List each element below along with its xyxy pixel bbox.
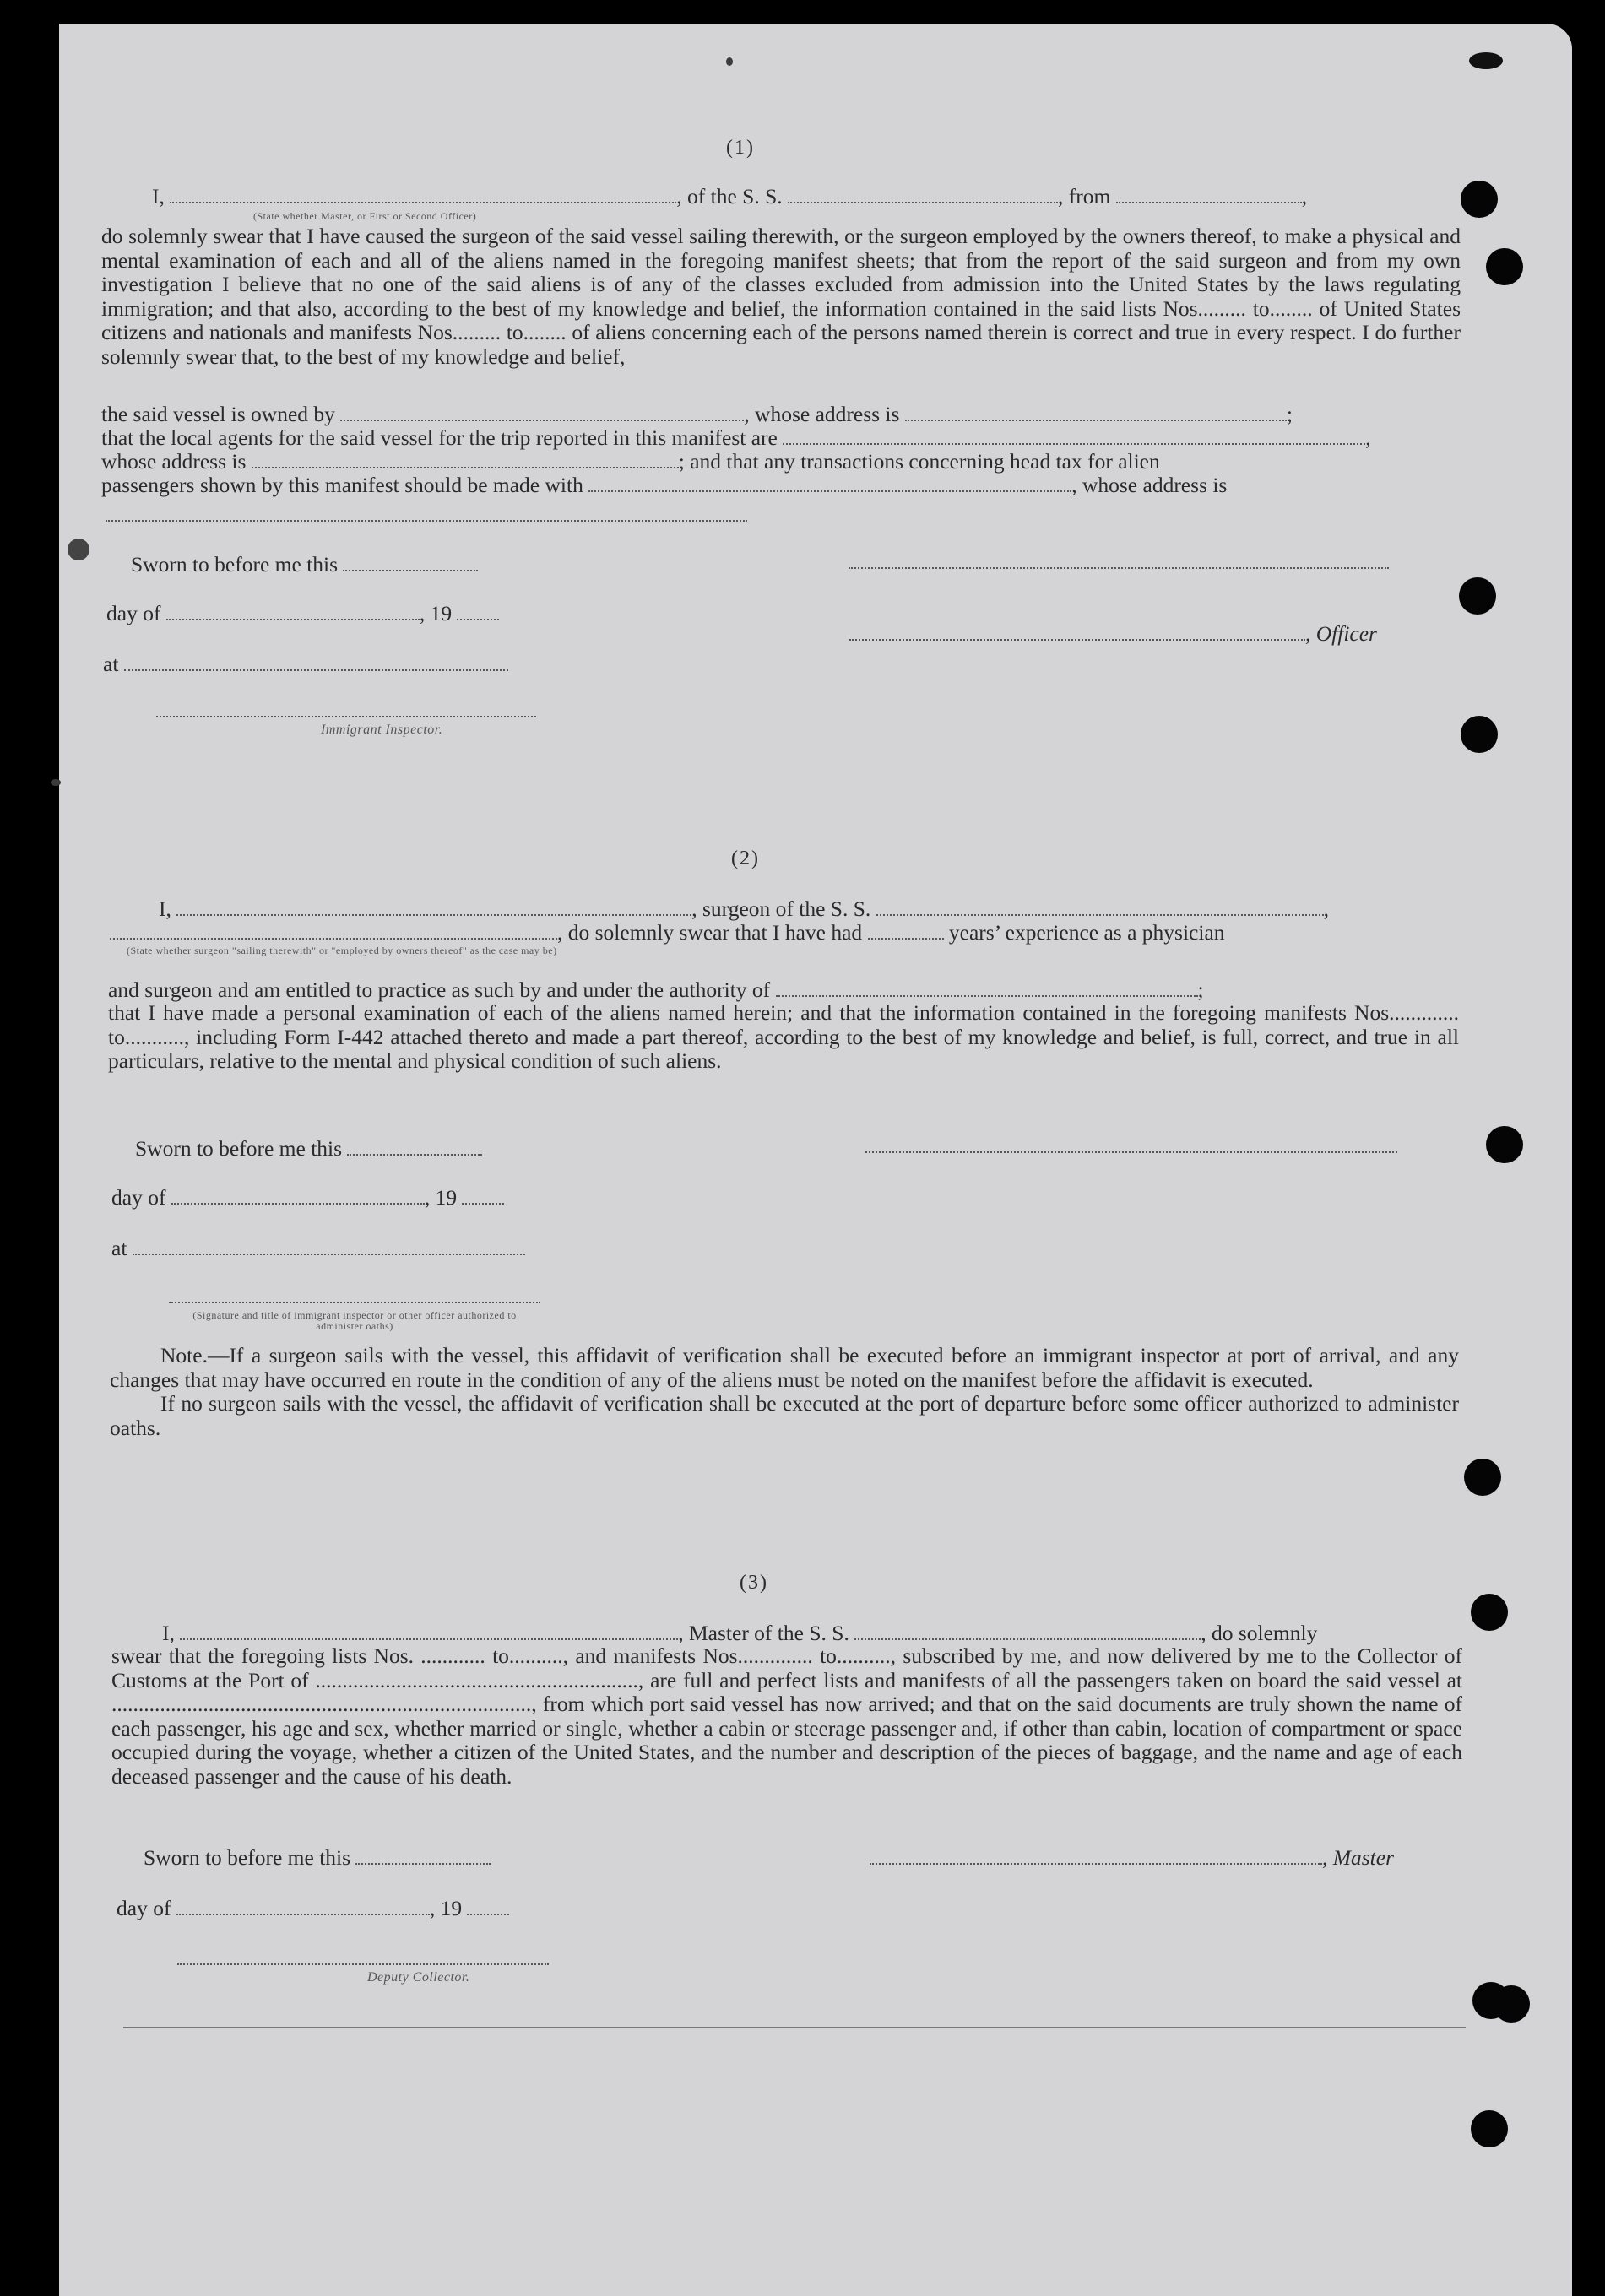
sworn-day-field[interactable] xyxy=(343,555,478,571)
master-signature-field[interactable] xyxy=(870,1848,1322,1865)
sec1-whose-line: whose address is ; and that any transactions concerning head tax for alien xyxy=(101,449,1160,474)
punch-hole xyxy=(1486,248,1523,285)
sec2-sworn-month-field[interactable] xyxy=(171,1188,425,1205)
sec3-body xyxy=(111,1644,1462,1789)
owner-field[interactable] xyxy=(340,404,744,421)
note-paragraph-1: Note.—If a surgeon sails with the vessel, this affidavit of verification shall be executed before an immigrant inspector at port of arrival, and any changes that may have occurred en route in the condition of any of the aliens must be noted on the manifest before the affidavit is executed. xyxy=(110,1343,1459,1392)
sec3-oath-text: swear that the foregoing lists Nos. ............ to.........., and manifests Nos.............. to.........., subscribed by me, and now delivered by me to the Collector of Customs at the Port of ............................................................, are full and perfect lists and manifests of all the passengers taken on board the said vessel at .............................................................................., from which port said vessel has now arrived; and that on the said documents are truly shown the name of each passenger, his age and sex, whether married or single, whether a cabin or steerage passenger and, if other than cabin, location of compartment or space occupied during the voyage, whether a citizen of the United States, and the number and description of the pieces of baggage, and the name and age of each deceased passenger and the cause of his death. xyxy=(111,1643,1462,1789)
sec1-body xyxy=(101,225,1461,369)
sec2-body xyxy=(108,1001,1459,1074)
sec2-oath-text: that I have made a personal examination of each of the aliens named herein; and that the information contained in the foregoing manifests Nos............. to..........., including Form I-442 attached thereto and made a part thereof, according to the best of my knowledge and belief, is full, correct, and true in all particulars, relative to the mental and physical condition of such aliens. xyxy=(108,1000,1459,1073)
ink-smudge xyxy=(51,779,61,786)
surgeon-signature-field[interactable] xyxy=(865,1150,1397,1153)
punch-hole xyxy=(1461,181,1498,218)
sec2-line1: I, , surgeon of the S. S. , xyxy=(159,896,1330,921)
sec2-sworn-year-field[interactable] xyxy=(462,1188,504,1205)
section-1-number: (1) xyxy=(726,137,755,159)
sec1-dayof-line: day of , 19 xyxy=(106,601,499,626)
punch-hole xyxy=(1464,1459,1501,1496)
from-port-field[interactable] xyxy=(1116,187,1302,203)
inspector-caption: Immigrant Inspector. xyxy=(321,723,443,737)
sec2-sworn-line: Sworn to before me this xyxy=(135,1136,482,1162)
vessel-name-field[interactable] xyxy=(788,187,1058,203)
inspector-signature-field[interactable] xyxy=(156,714,536,718)
sec3-sworn-year-field[interactable] xyxy=(467,1898,509,1915)
sec3-sworn-line: Sworn to before me this xyxy=(144,1845,491,1871)
punch-hole xyxy=(1459,577,1496,615)
sec2-sworn-place-field[interactable] xyxy=(133,1238,525,1255)
sec2-dayof-line: day of , 19 xyxy=(111,1185,504,1210)
sec3-vessel-field[interactable] xyxy=(854,1623,1201,1640)
sec1-oath-text: do solemnly swear that I have caused the surgeon of the said vessel sailing therewith, or the surgeon employed by the owners thereof, to make a physical and mental examination of each and all of the aliens named in the foregoing manifest sheets; that from the report of the said surgeon and from my own investigation I believe that no one of the said aliens is of any of the classes excluded from admission into the United States by the laws regulating immigration; and that also, according to the best of my knowledge and belief, the information contained in the said lists Nos......... to........ of United States citizens and nationals and manifests Nos......... to........ of aliens concerning each of the persons named therein is correct and true in every respect. I do further solemnly swear that, to the best of my knowledge and belief, xyxy=(101,224,1461,369)
officer-title-field[interactable] xyxy=(849,624,1305,641)
master-name-field[interactable] xyxy=(180,1623,678,1640)
sec2-signature-caption: (Signature and title of immigrant inspector or other officer authorized to administer oaths) xyxy=(192,1309,517,1332)
owner-address-field[interactable] xyxy=(905,404,1287,421)
head-tax-party-field[interactable] xyxy=(588,475,1071,492)
deputy-caption: Deputy Collector. xyxy=(367,1970,470,1985)
ink-smudge xyxy=(68,539,89,560)
sec1-owned-line: the said vessel is owned by , whose address is ; xyxy=(101,402,1293,426)
head-tax-address-field[interactable] xyxy=(106,518,747,522)
sec1-sworn-line: Sworn to before me this xyxy=(131,552,478,577)
sec3-sworn-month-field[interactable] xyxy=(176,1898,430,1915)
sec1-passengers-line: passengers shown by this manifest should be made with , whose address is xyxy=(101,473,1228,497)
bottom-rule xyxy=(123,2027,1466,2028)
sec2-note xyxy=(110,1344,1459,1440)
surgeon-type-field[interactable] xyxy=(110,923,557,940)
punch-hole xyxy=(1461,716,1498,753)
punch-hole xyxy=(1486,1126,1523,1163)
sec1-officer-line: , Officer xyxy=(849,621,1377,647)
sec3-master-line: , Master xyxy=(870,1845,1394,1871)
officer-signature-field[interactable] xyxy=(849,566,1389,569)
sworn-place-field[interactable] xyxy=(124,654,508,671)
authority-field[interactable] xyxy=(776,980,1198,997)
sec2-entitled-line: and surgeon and am entitled to practice as such by and under the authority of ; xyxy=(108,977,1204,1002)
punch-hole xyxy=(1493,1985,1530,2023)
agents-address-field[interactable] xyxy=(252,452,679,468)
punch-hole xyxy=(1471,1594,1508,1631)
sec2-sworn-day-field[interactable] xyxy=(347,1139,482,1156)
sec2-inspector-signature-field[interactable] xyxy=(169,1300,540,1303)
rank-caption: (State whether Master, or First or Second Officer) xyxy=(253,210,477,222)
sec3-line1: I, , Master of the S. S. , do solemnly xyxy=(162,1621,1318,1645)
surgeon-type-caption: (State whether surgeon "sailing therewith" or "employed by owners thereof" as the case may be) xyxy=(127,945,557,956)
sworn-month-field[interactable] xyxy=(166,604,420,620)
sworn-year-field[interactable] xyxy=(457,604,499,620)
sec2-vessel-field[interactable] xyxy=(876,899,1324,916)
sec2-at-line: at xyxy=(111,1236,525,1261)
sec1-at-line: at xyxy=(103,652,508,677)
sec3-dayof-line: day of , 19 xyxy=(117,1896,509,1921)
rank-field[interactable] xyxy=(170,187,676,203)
note-paragraph-2: If no surgeon sails with the vessel, the affidavit of verification shall be executed at the port of departure before some officer authorized to administer oaths. xyxy=(110,1391,1459,1440)
sec1-agents-line: that the local agents for the said vessel for the trip reported in this manifest are , xyxy=(101,425,1371,450)
punch-hole xyxy=(1471,2110,1508,2147)
ink-smudge xyxy=(1469,52,1503,69)
agents-field[interactable] xyxy=(783,428,1365,445)
surgeon-name-field[interactable] xyxy=(176,899,691,916)
ink-smudge xyxy=(726,57,733,66)
section-2-number: (2) xyxy=(731,847,760,869)
deputy-signature-field[interactable] xyxy=(177,1962,549,1965)
form-page xyxy=(59,24,1572,2296)
sec1-line1: I, , of the S. S. , from , xyxy=(152,184,1308,208)
sec2-line2: , do solemnly swear that I have had years’ experience as a physician xyxy=(110,920,1225,945)
years-experience-field[interactable] xyxy=(868,923,944,940)
section-3-number: (3) xyxy=(740,1572,768,1594)
sec3-sworn-day-field[interactable] xyxy=(355,1848,491,1865)
